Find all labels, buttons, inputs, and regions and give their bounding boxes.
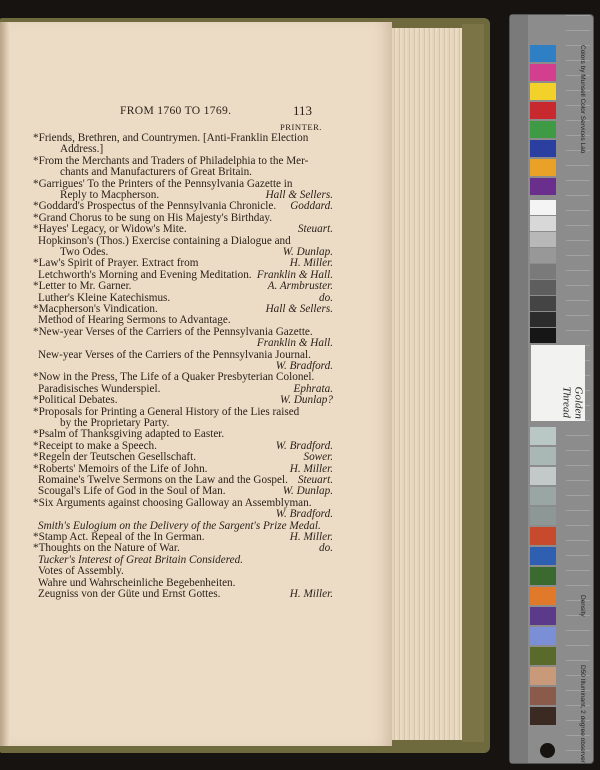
entry-text: Paradisisches Wunderspiel. xyxy=(38,382,161,395)
entry-text: by the Proprietary Party. xyxy=(60,417,170,429)
entry-text: *Friends, Brethren, and Countrymen. [Anti-Franklin Election xyxy=(33,132,309,144)
entry-printer: Goddard. xyxy=(290,200,333,213)
entry-text: Hopkinson's (Thos.) Exercise containing a Dialogue and xyxy=(38,234,291,247)
entry-printer: Hall & Sellers. xyxy=(265,303,333,315)
page-fore-edge xyxy=(392,28,462,740)
color-swatch-lower xyxy=(530,467,556,485)
color-swatch-lower xyxy=(530,527,556,545)
entry-printer: do. xyxy=(319,542,333,555)
grey-swatch xyxy=(530,312,556,327)
grey-swatch xyxy=(530,232,556,247)
color-swatch-lower xyxy=(530,567,556,585)
entry-printer: W. Bradford. xyxy=(275,508,333,521)
entry-printer: H. Miller. xyxy=(289,462,333,475)
entry-text: *Macpherson's Vindication. xyxy=(33,303,158,315)
color-swatch-lower xyxy=(530,647,556,665)
color-swatch-lower xyxy=(530,547,556,565)
entry-printer: do. xyxy=(319,291,333,304)
grey-swatch xyxy=(530,200,556,215)
grey-swatch xyxy=(530,280,556,295)
color-swatch xyxy=(530,178,556,195)
entry-text: *Goddard's Prospectus of the Pennsylvania Chronicle. xyxy=(33,200,277,213)
color-reference-card xyxy=(509,14,594,764)
entry-text: Luther's Kleine Katechismus. xyxy=(38,291,171,304)
color-swatch xyxy=(530,64,556,81)
color-swatch-lower xyxy=(530,587,556,605)
card-density-label: Density xyxy=(579,595,586,617)
entry-text: *New-year Verses of the Carriers of the Pennsylvania Gazette. xyxy=(33,325,313,338)
color-swatch-lower xyxy=(530,707,556,725)
card-vertical-text-bottom: D50 Illuminant, 2 degree observer xyxy=(579,665,586,763)
entry-text: New-year Verses of the Carriers of the Pennsylvania Journal. xyxy=(38,348,311,361)
entry-text: *From the Merchants and Traders of Philadelphia to the Mer- xyxy=(33,154,309,167)
entry-text: Reply to Macpherson. xyxy=(60,189,160,201)
entry-printer: W. Dunlap? xyxy=(279,394,333,407)
grey-swatch xyxy=(530,328,556,343)
entry-text: *Stamp Act. Repeal of the In German. xyxy=(33,531,205,543)
grey-swatch xyxy=(530,248,556,263)
printer-column-heading: PRINTER. xyxy=(280,122,322,132)
entry-printer: W. Dunlap. xyxy=(282,485,333,498)
entry-printer: W. Bradford. xyxy=(275,360,333,372)
gutter-shadow xyxy=(0,22,10,746)
entry-printer: H. Miller. xyxy=(289,588,333,600)
entry-text: *Garrigues' To the Printers of the Pennsylvania Gazette in xyxy=(33,177,293,190)
entry-text: Smith's Eulogium on the Delivery of the Sargent's Prize Medal. xyxy=(38,519,321,532)
entry-text: Tucker's Interest of Great Britain Considered. xyxy=(38,553,243,566)
card-edge-strip xyxy=(510,15,528,763)
grey-swatch xyxy=(530,264,556,279)
entry-text: *Hayes' Legacy, or Widow's Mite. xyxy=(33,223,187,236)
color-swatch-lower xyxy=(530,627,556,645)
color-swatch xyxy=(530,140,556,157)
color-swatch-lower xyxy=(530,507,556,525)
entry-printer: H. Miller. xyxy=(289,531,333,543)
color-swatch xyxy=(530,45,556,62)
entry-text: *Grand Chorus to be sung on His Majesty's Birthday. xyxy=(33,211,273,224)
entry-text: *Thoughts on the Nature of War. xyxy=(33,542,180,555)
book-board-edge xyxy=(462,24,484,742)
entry-printer: Franklin & Hall. xyxy=(256,268,333,281)
entry-printer: Hall & Sellers. xyxy=(265,189,333,201)
color-swatch xyxy=(530,159,556,176)
entry-printer: W. Dunlap. xyxy=(282,246,333,258)
entry-text: *Psalm of Thanksgiving adapted to Easter. xyxy=(33,428,225,441)
color-swatch-lower xyxy=(530,667,556,685)
entry-text: *Six Arguments against choosing Galloway an Assemblyman. xyxy=(33,496,312,509)
card-punch-hole-bottom xyxy=(540,743,555,758)
color-swatch-lower xyxy=(530,687,556,705)
entry-printer: A. Armbruster. xyxy=(267,280,333,293)
color-swatch xyxy=(530,102,556,119)
entry-text: Address.] xyxy=(60,143,104,156)
entry-text: Letchworth's Morning and Evening Meditation. xyxy=(38,268,252,281)
entry-printer: Steuart. xyxy=(297,223,333,236)
color-swatch xyxy=(530,121,556,138)
entry-text: Two Odes. xyxy=(60,246,109,258)
entry-text: Wahre und Wahrscheinliche Begebenheiten. xyxy=(38,576,236,589)
color-swatch xyxy=(530,83,556,100)
entry-text: Zeugniss von der Güte und Ernst Gottes. xyxy=(38,588,221,600)
page-number: 113 xyxy=(293,103,313,118)
entry-text: *Now in the Press, The Life of a Quaker Presbyterian Colonel. xyxy=(33,371,315,384)
entry-printer: Ephrata. xyxy=(293,382,333,395)
card-vertical-text-top: Colors by Munsell Color Services Lab xyxy=(579,45,586,154)
entry-printer: Steuart. xyxy=(297,474,333,486)
entry-printer: Sower. xyxy=(303,451,333,464)
entry-printer: Franklin & Hall. xyxy=(256,337,333,350)
entry-text: chants and Manufacturers of Great Britain. xyxy=(60,166,252,179)
color-swatch-lower xyxy=(530,487,556,505)
entry-text: Scougal's Life of God in the Soul of Man. xyxy=(38,485,226,498)
grey-swatch xyxy=(530,216,556,231)
entry-text: *Proposals for Printing a General History of the Lies raised xyxy=(33,405,300,418)
entry-text: *Regeln der Teutschen Gesellschaft. xyxy=(33,451,197,464)
entry-printer: W. Bradford. xyxy=(275,439,333,452)
entry-text: Method of Hearing Sermons to Advantage. xyxy=(38,314,231,327)
golden-thread-label: Golden Thread xyxy=(560,386,585,419)
color-swatch-lower xyxy=(530,447,556,465)
entry-text: *Roberts' Memoirs of the Life of John. xyxy=(33,462,208,475)
color-swatch-lower xyxy=(530,427,556,445)
entry-text: *Letter to Mr. Garner. xyxy=(33,280,132,293)
entry-text: *Law's Spirit of Prayer. Extract from xyxy=(33,257,199,270)
running-header: FROM 1760 TO 1769. xyxy=(120,104,232,117)
entry-text: *Receipt to make a Speech. xyxy=(33,439,157,452)
entry-text: Votes of Assembly. xyxy=(38,565,124,578)
entry-text: Romaine's Twelve Sermons on the Law and the Gospel. xyxy=(38,474,288,486)
entry-text: *Political Debates. xyxy=(33,394,118,407)
color-swatch-lower xyxy=(530,607,556,625)
entry-printer: H. Miller. xyxy=(289,257,333,270)
grey-swatch xyxy=(530,296,556,311)
